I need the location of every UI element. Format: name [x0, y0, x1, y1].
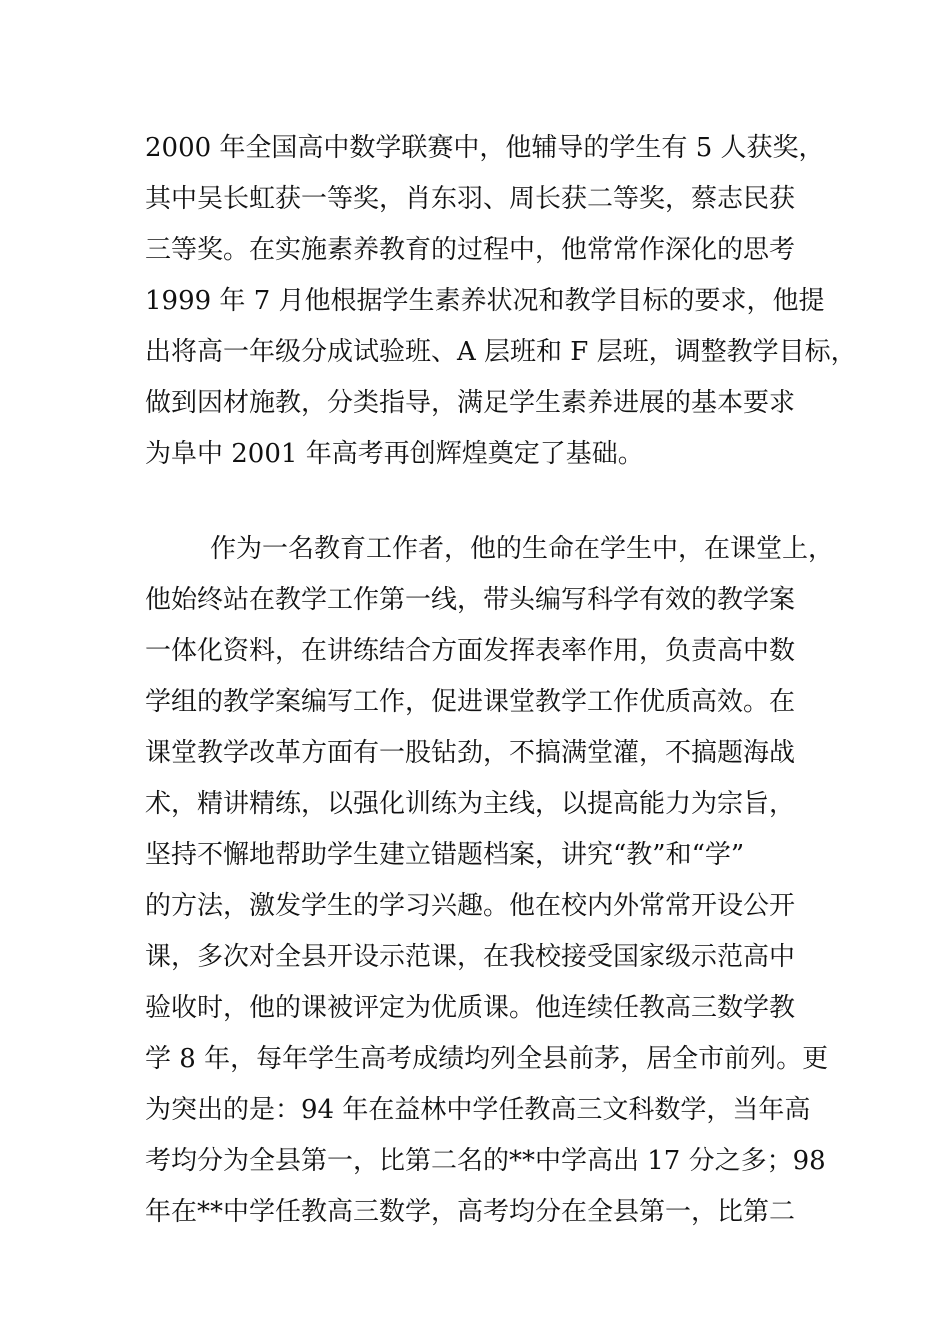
text-line: 年在**中学任教高三数学，高考均分在全县第一，比第二 — [145, 1197, 796, 1227]
text-line: 做到因材施教，分类指导，满足学生素养进展的基本要求 — [145, 388, 796, 418]
text-line: 课，多次对全县开设示范课，在我校接受国家级示范高中 — [145, 942, 796, 972]
text-line: 他始终站在教学工作第一线，带头编写科学有效的教学案 — [145, 585, 796, 615]
text-line: 作为一名教育工作者，他的生命在学生中，在课堂上， — [210, 534, 835, 564]
text-line: 1999 年 7 月他根据学生素养状况和教学目标的要求，他提 — [145, 286, 825, 316]
text-line: 一体化资料，在讲练结合方面发挥表率作用，负责高中数 — [145, 636, 796, 666]
text-line: 课堂教学改革方面有一股钻劲，不搞满堂灌，不搞题海战 — [145, 738, 796, 768]
text-line: 术，精讲精练，以强化训练为主线，以提高能力为宗旨， — [145, 789, 796, 819]
text-line: 坚持不懈地帮助学生建立错题档案，讲究“教”和“学” — [145, 840, 745, 870]
text-line: 考均分为全县第一，比第二名的**中学高出 17 分之多；98 — [145, 1146, 826, 1176]
text-line: 验收时，他的课被评定为优质课。他连续任教高三数学教 — [145, 993, 796, 1023]
text-line: 学 8 年，每年学生高考成绩均列全县前茅，居全市前列。更 — [145, 1044, 829, 1074]
text-line: 2000 年全国高中数学联赛中，他辅导的学生有 5 人获奖， — [145, 133, 825, 163]
text-line: 为突出的是：94 年在益林中学任教高三文科数学，当年高 — [145, 1095, 811, 1125]
text-line: 其中吴长虹获一等奖，肖东羽、周长获二等奖，蔡志民获 — [145, 184, 796, 214]
text-line: 学组的教学案编写工作，促进课堂教学工作优质高效。在 — [145, 687, 796, 717]
text-line: 出将高一年级分成试验班、A 层班和 F 层班，调整教学目标， — [145, 337, 857, 367]
text-line: 的方法，激发学生的学习兴趣。他在校内外常常开设公开 — [145, 891, 796, 921]
text-line: 三等奖。在实施素养教育的过程中，他常常作深化的思考 — [145, 235, 796, 265]
text-line: 为阜中 2001 年高考再创辉煌奠定了基础。 — [145, 439, 644, 469]
